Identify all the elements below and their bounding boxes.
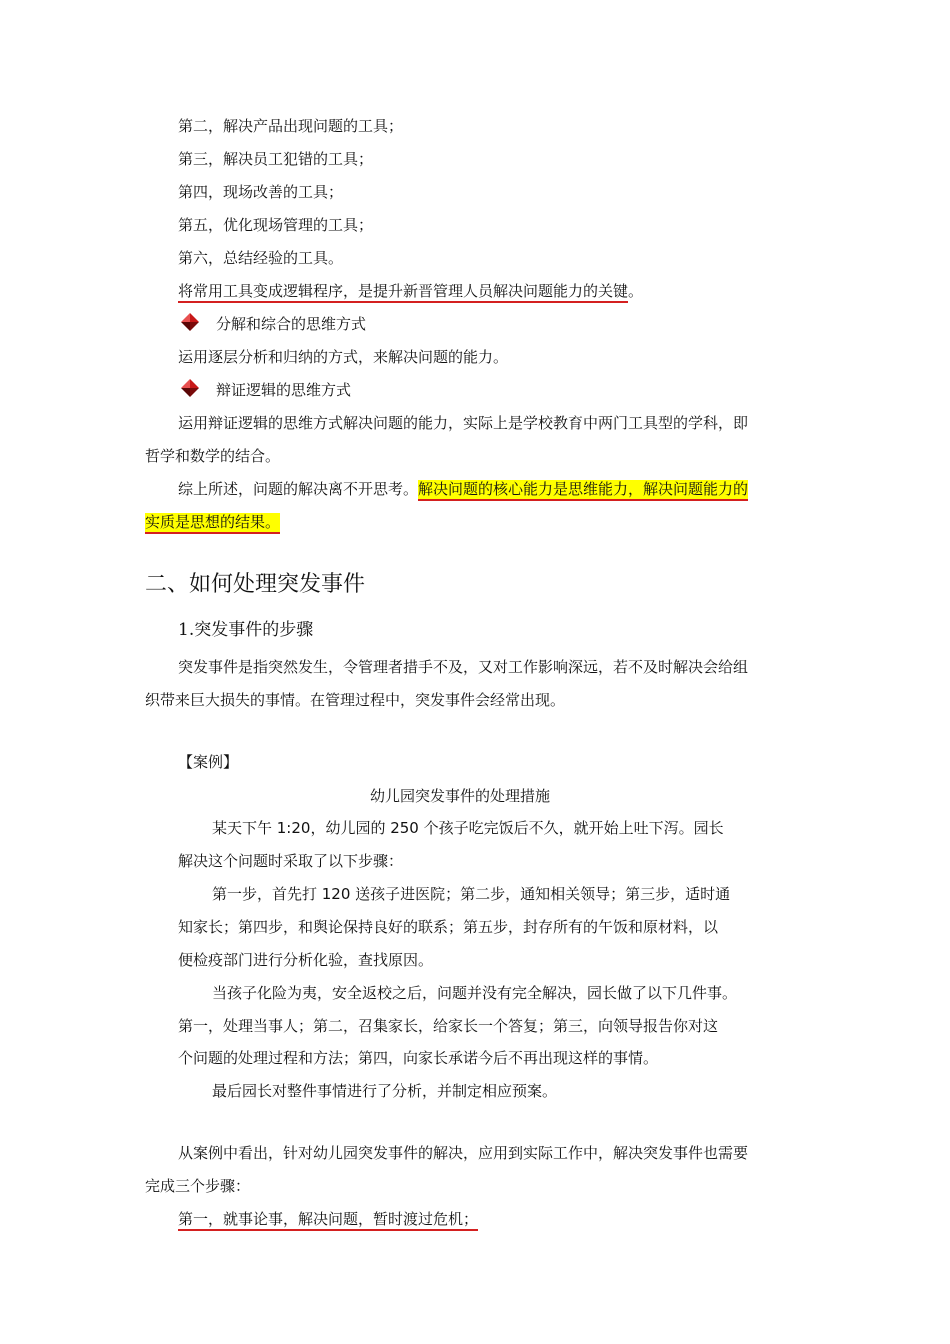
case-line: 最后园长对整件事情进行了分析，并制定相应预案。 [212, 1082, 558, 1100]
key-sentence: 将常用工具变成逻辑程序，是提升新晋管理人员解决问题能力的关键 [178, 282, 628, 303]
summary-line1 [178, 479, 748, 499]
conclusion-line1: 从案例中看出，针对幼儿园突发事件的解决，应用到实际工作中，解决突发事件也需要 [178, 1144, 749, 1162]
case-line: 某天下午 1:20，幼儿园的 250 个孩子吃完饭后不久，就开始上吐下泻。园长 [212, 819, 724, 837]
case-line: 知家长；第四步，和舆论保持良好的联系；第五步，封存所有的午饭和原材料，以 [178, 918, 719, 936]
case-line: 当孩子化险为夷，安全返校之后，问题并没有完全解决，园长做了以下几件事。 [212, 984, 738, 1002]
list-item-3: 第三，解决员工犯错的工具； [178, 150, 374, 168]
summary-highlight-2: 实质是思想的结果。 [145, 513, 280, 534]
bullet2-desc-line1: 运用辩证逻辑的思维方式解决问题的能力，实际上是学校教育中两门工具型的学科，即 [178, 414, 749, 432]
list-item-4: 第四，现场改善的工具； [178, 183, 344, 201]
section-heading: 二、如何处理突发事件 [145, 572, 366, 597]
case-line: 解决这个问题时采取了以下步骤： [178, 852, 404, 870]
case-label: 【案例】 [178, 753, 239, 771]
list-item-2: 第二，解决产品出现问题的工具； [178, 117, 404, 135]
bullet2-desc-line2: 哲学和数学的结合。 [145, 447, 281, 465]
subsection-heading: 1.突发事件的步骤 [178, 620, 314, 640]
summary-line2 [145, 512, 280, 532]
conclusion-line2: 完成三个步骤： [145, 1177, 251, 1195]
bullet2-title: 辩证逻辑的思维方式 [216, 381, 352, 399]
step1: 第一，就事论事，解决问题，暂时渡过危机； [178, 1210, 478, 1231]
case-title: 幼儿园突发事件的处理措施 [370, 787, 551, 805]
step1-line [178, 1209, 478, 1229]
case-line: 个问题的处理过程和方法；第四，向家长承诺今后不再出现这样的事情。 [178, 1049, 659, 1067]
case-line: 第一，处理当事人；第二，召集家长，给家长一个答复；第三，向领导报告你对这 [178, 1017, 719, 1035]
case-line: 第一步，首先打 120 送孩子进医院；第二步，通知相关领导；第三步，适时通 [212, 885, 731, 903]
summary-highlight-1: 解决问题的核心能力是思维能力，解决问题能力的 [418, 480, 748, 501]
diamond-bullet-icon [180, 378, 200, 398]
bullet1-title: 分解和综合的思维方式 [216, 315, 367, 333]
definition-line2: 织带来巨大损失的事情。在管理过程中，突发事件会经常出现。 [145, 691, 566, 709]
bullet1-desc: 运用逐层分析和归纳的方式，来解决问题的能力。 [178, 348, 509, 366]
list-item-6: 第六，总结经验的工具。 [178, 249, 344, 267]
case-line: 便检疫部门进行分析化验，查找原因。 [178, 951, 434, 969]
diamond-bullet-icon [180, 312, 200, 332]
definition-line1: 突发事件是指突然发生，令管理者措手不及，又对工作影响深远，若不及时解决会给组 [178, 658, 749, 676]
summary-prefix: 综上所述，问题的解决离不开思考。 [178, 480, 419, 498]
key-sentence-end: 。 [628, 282, 644, 300]
key-sentence-line [178, 281, 643, 301]
list-item-5: 第五，优化现场管理的工具； [178, 216, 374, 234]
